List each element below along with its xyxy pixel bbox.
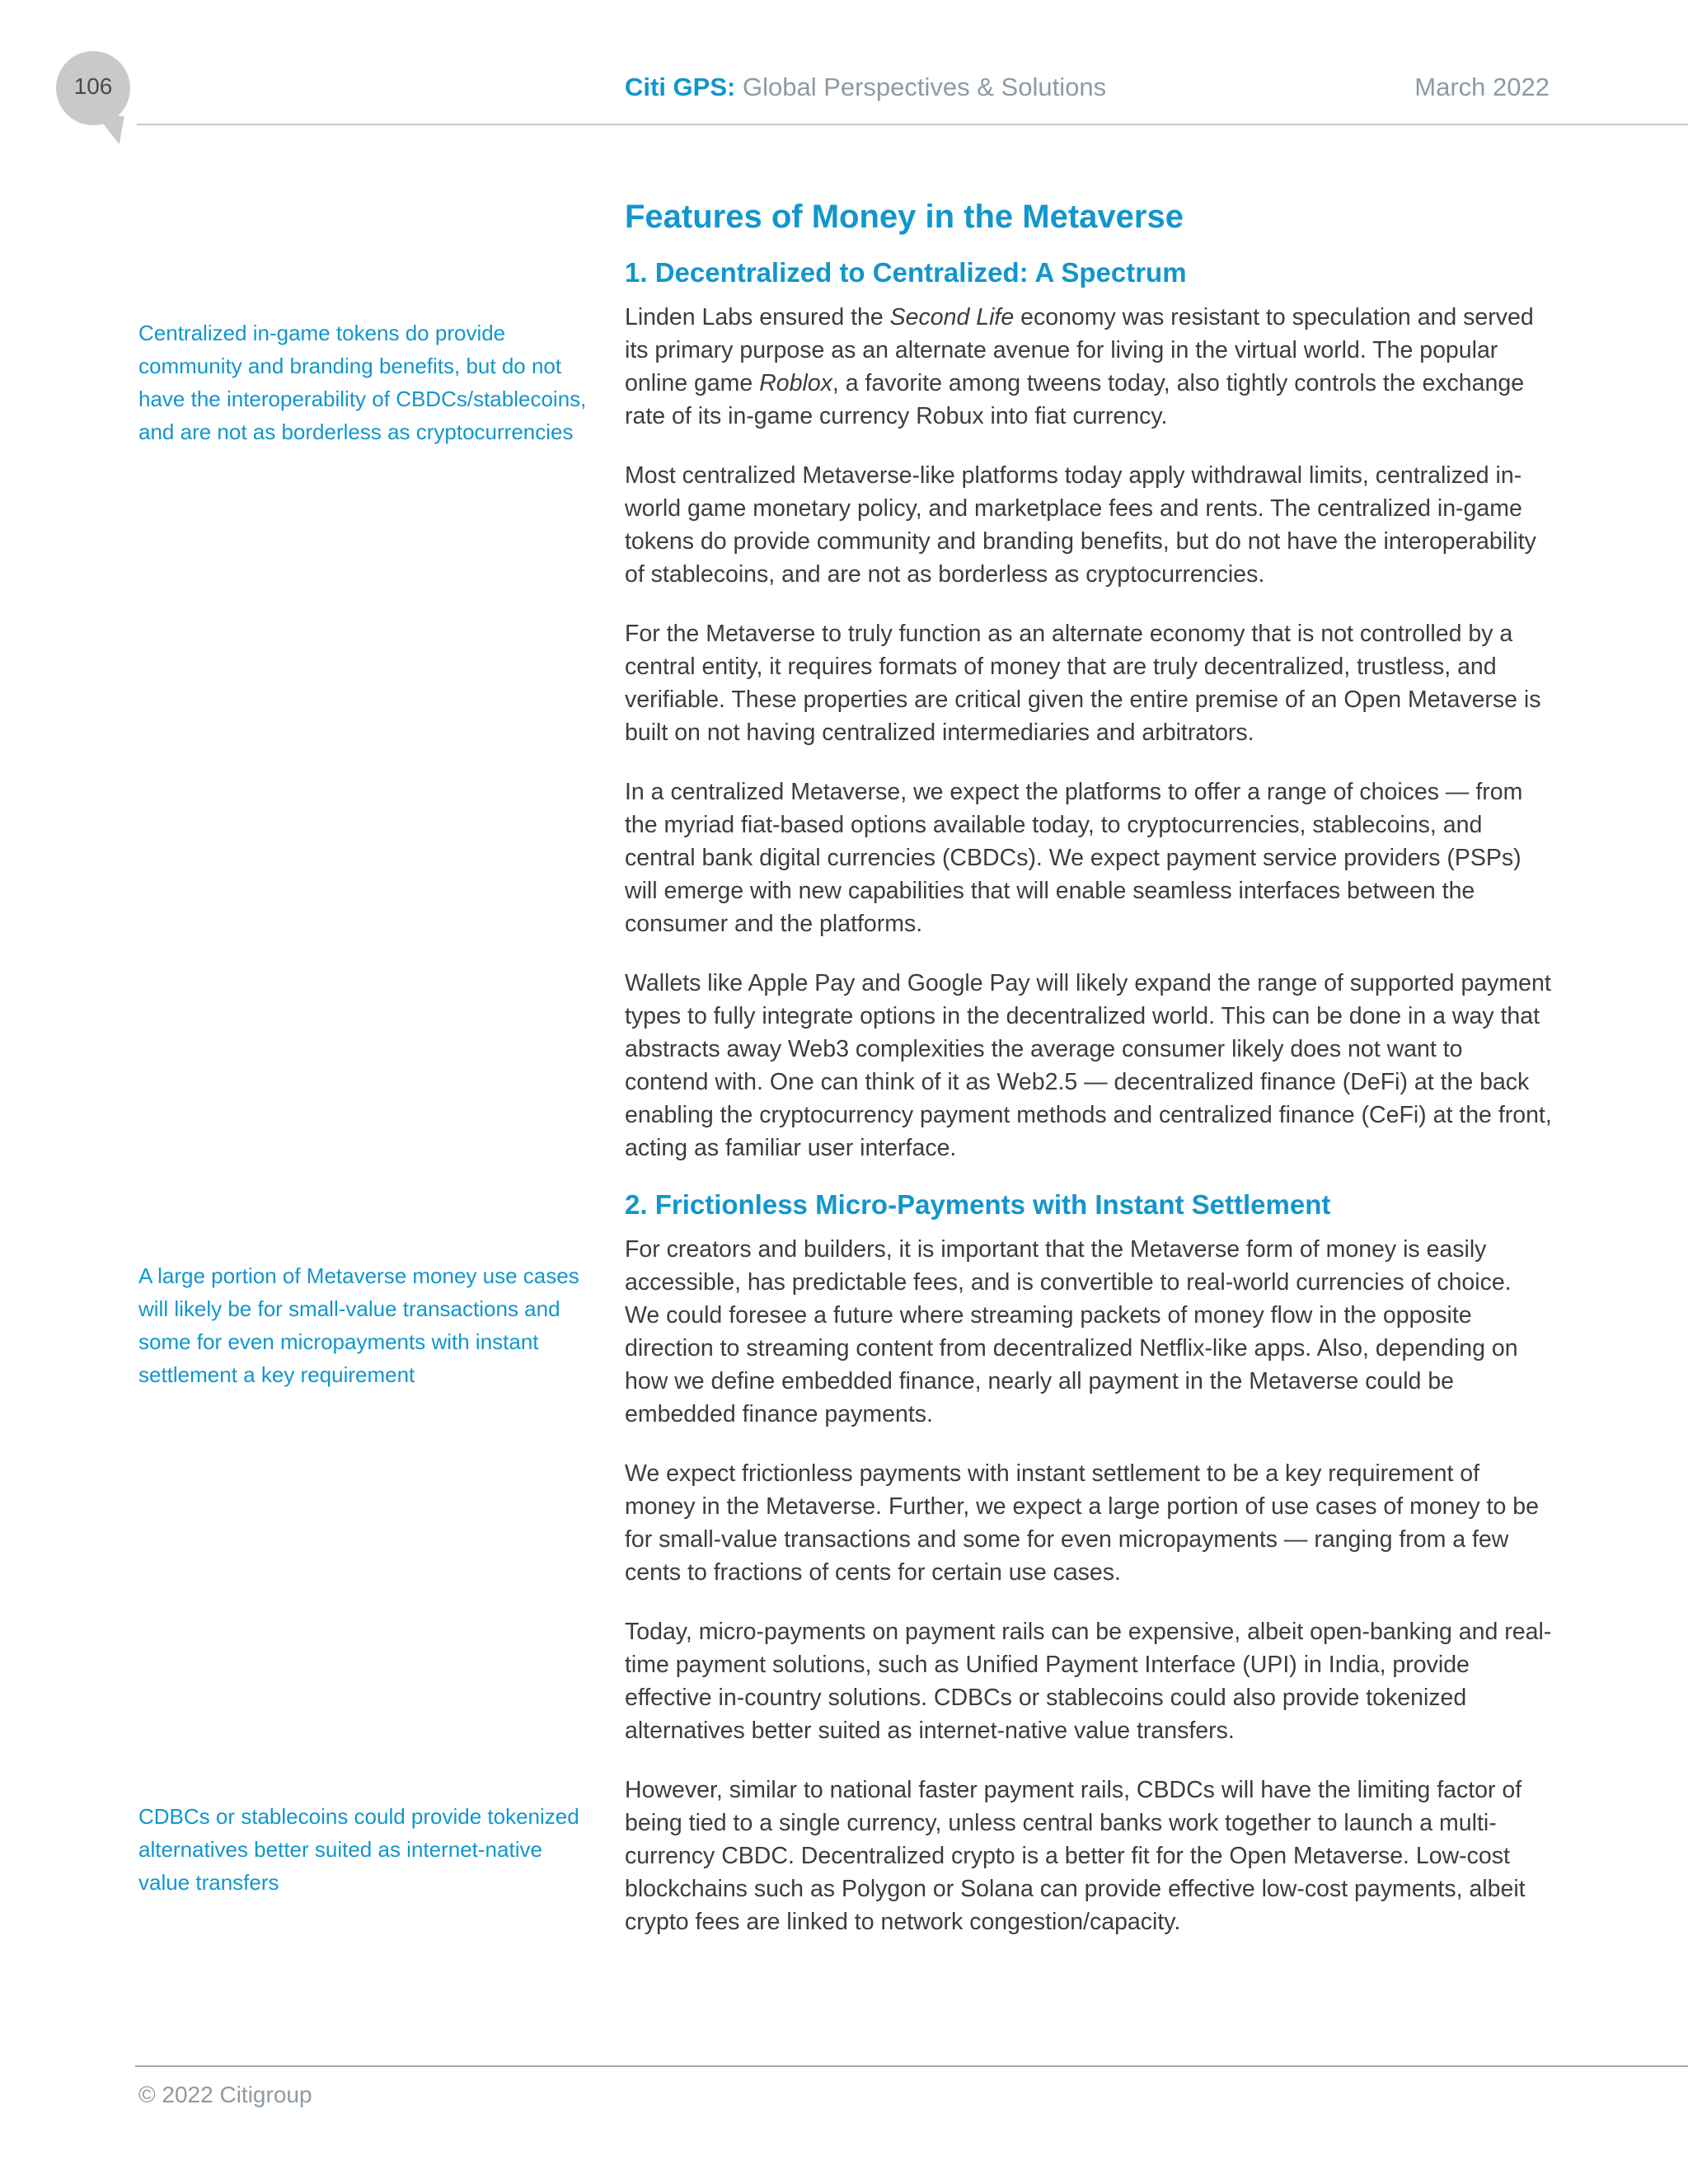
page-title: Features of Money in the Metaverse: [625, 199, 1184, 235]
footer-copyright: © 2022 Citigroup: [138, 2082, 312, 2107]
body-paragraph: Today, micro-payments on payment rails can be expensive, albeit open-banking and real-time payment solutions, such as Unified Payment Interface (UPI) in India, provide effective in-country solutions. CDBCs or stablecoins could also provide tokenized alternatives better suited as internet-native value transfers.: [625, 1618, 1552, 1744]
body-paragraph: However, similar to national faster payment rails, CBDCs will have the limiting factor of being tied to a single currency, unless central banks work together to launch a multi-currency CBDC. Decentralized crypto is a better fit for the Open Metaverse. Low-cost blockchains such as Polygon or Solana can provide effective low-cost payments, albeit crypto fees are linked to network congestion/capacity.: [625, 1776, 1526, 1935]
header-brand: [625, 73, 1106, 102]
body-paragraph: Most centralized Metaverse-like platforms today apply withdrawal limits, centralized in-world game monetary policy, and marketplace fees and rents. The centralized in-game tokens do provide community and branding benefits, but do not have the interoperability of stablecoins, and are not as borderless as cryptocurrencies.: [625, 462, 1536, 588]
brand-name: Citi GPS:: [625, 73, 736, 101]
sidebar-note-3: CDBCs or stablecoins could provide tokenized alternatives better suited as internet-native value transfers: [138, 1804, 579, 1895]
italic-title: Roblox: [759, 369, 832, 396]
page-number: 106: [73, 73, 113, 99]
brand-tagline: Global Perspectives & Solutions: [742, 73, 1107, 101]
body-paragraph: In a centralized Metaverse, we expect the platforms to offer a range of choices — from the myriad fiat-based options available today, to cryptocurrencies, stablecoins, and central bank digital currencies (CBDCs). We expect payment service providers (PSPs) will emerge with new capabilities that will enable seamless interfaces between the consumer and the platforms.: [625, 778, 1523, 937]
section-heading-2: 2. Frictionless Micro-Payments with Instant Settlement: [625, 1188, 1331, 1220]
page-number-badge: [56, 51, 130, 125]
body-paragraph: For the Metaverse to truly function as an alternate economy that is not controlled by a central entity, it requires formats of money that are truly decentralized, trustless, and verifiable. These properties are critical given the entire premise of an Open Metaverse is built on not having centralized intermediaries and arbitrators.: [625, 620, 1541, 746]
body-paragraph: We expect frictionless payments with instant settlement to be a key requirement of money in the Metaverse. Further, we expect a large portion of use cases of money to be for small-value transactions and some for even micropayments — ranging from a few cents to fractions of cents for certain use cases.: [625, 1460, 1539, 1586]
body-paragraph: For creators and builders, it is important that the Metaverse form of money is easily accessible, has predictable fees, and is convertible to real-world currencies of choice. We could foresee a future where streaming packets of money flow in the opposite direction to streaming content from decentralized Netflix-like apps. Also, depending on how we define embedded finance, nearly all payment in the Metaverse could be embedded finance payments.: [625, 1235, 1518, 1427]
italic-title: Second Life: [889, 303, 1015, 330]
footer-divider: [135, 2065, 1688, 2067]
body-paragraph: Wallets like Apple Pay and Google Pay will likely expand the range of supported payment types to fully integrate options in the decentralized world. This can be done in a way that abstracts away Web3 complexities the average consumer likely does not want to contend with. One can think of it as Web2.5 — decentralized finance (DeFi) at the back enabling the cryptocurrency payment methods and centralized finance (CeFi) at the front, acting as familiar user interface.: [625, 969, 1552, 1161]
sidebar-note-2: A large portion of Metaverse money use cases will likely be for small-value transactions and some for even micropayments with instant settlement a key requirement: [138, 1263, 579, 1387]
main-column: [625, 196, 1552, 1965]
header-date: March 2022: [1414, 73, 1550, 101]
sidebar-note-1: Centralized in-game tokens do provide community and branding benefits, but do not have the interoperability of CBDCs/stablecoins, and are not as borderless as cryptocurrencies: [138, 321, 587, 444]
header-divider: [137, 124, 1688, 125]
body-paragraph: Linden Labs ensured the Second Life economy was resistant to speculation and served its primary purpose as an alternate avenue for living in the virtual world. The popular online game Roblox, a favorite among tweens today, also tightly controls the exchange rate of its in-game currency Robux into fiat currency.: [625, 303, 1534, 429]
section-heading-1: 1. Decentralized to Centralized: A Spectrum: [625, 257, 1187, 288]
